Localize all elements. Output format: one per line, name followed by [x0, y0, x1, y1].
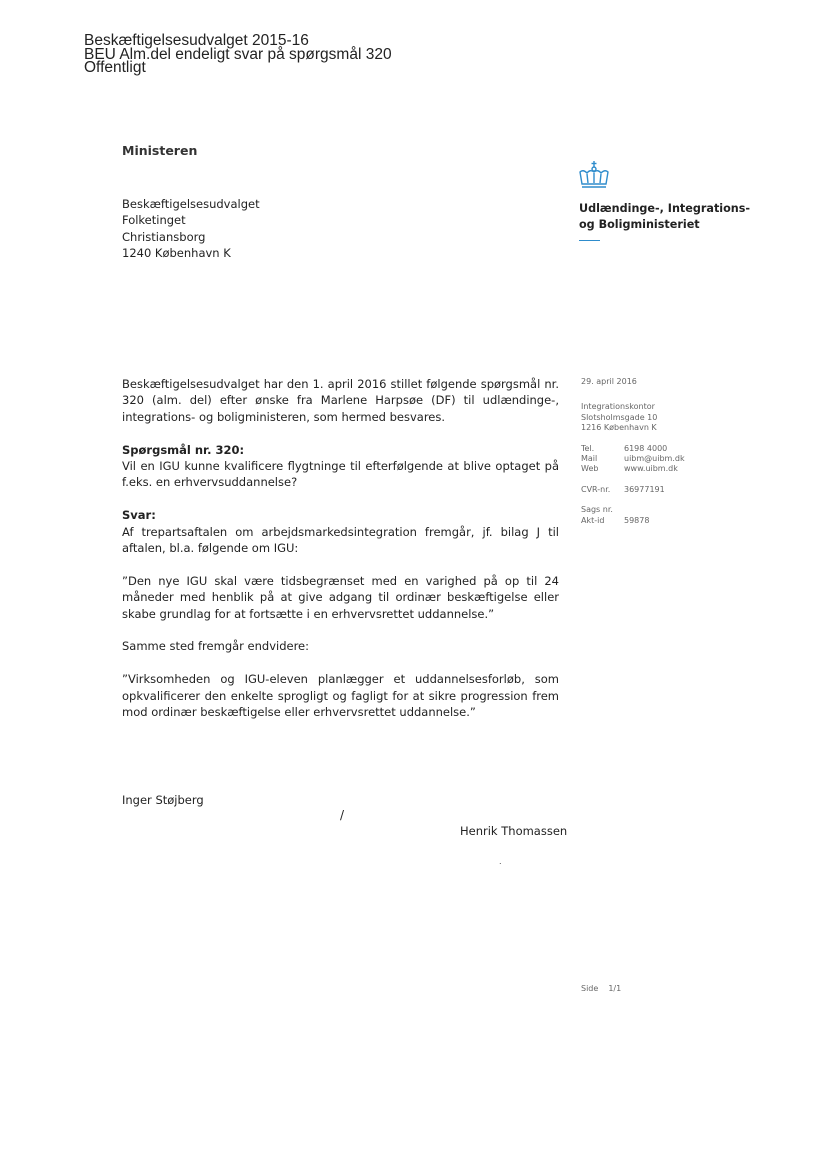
crown-logo-icon	[577, 160, 611, 190]
ministry-name	[579, 201, 750, 232]
recipient-line-building: Christiansborg	[122, 229, 206, 244]
header-stamp	[84, 34, 392, 75]
tel-value: 6198 4000	[624, 443, 668, 453]
office-city: 1216 København K	[581, 423, 657, 433]
page-label: Side	[581, 984, 599, 993]
tel-label: Tel.	[581, 443, 595, 453]
akt-value: 59878	[624, 515, 650, 525]
question-heading: Spørgsmål nr. 320:	[122, 442, 245, 457]
sags-label: Sags nr.	[581, 505, 613, 515]
header-line-reference: BEU Alm.del endeligt svar på spørgsmål 320	[84, 45, 392, 63]
letter-date: 29. april 2016	[581, 377, 637, 386]
mail-label: Mail	[581, 454, 598, 464]
signature-minister: Inger Støjberg	[122, 793, 204, 807]
recipient-line-city: 1240 København K	[122, 246, 231, 261]
ministry-name-line2: og Boligministeriet	[579, 217, 700, 231]
signature-separator: /	[340, 808, 345, 822]
office-name: Integrationskontor	[581, 402, 655, 412]
recipient-line-committee: Beskæftigelsesudvalget	[122, 197, 260, 211]
cvr-block	[581, 485, 685, 495]
office-address	[581, 402, 685, 433]
page-value: 1/1	[608, 984, 622, 993]
recipient-address	[122, 196, 260, 262]
contact-row-web	[581, 464, 685, 474]
contact-row-akt	[581, 516, 685, 526]
case-block	[581, 505, 685, 526]
quote-paragraph-2: ”Virksomheden og IGU-eleven planlægger et uddannelsesforløb, som opkvalificerer den enkelte sprogligt og fagligt for at sikre progression frem mod ordinær beskæftigelse eller erhvervsrettet uddannelse.”	[122, 672, 559, 720]
header-line-committee: Beskæftigelsesudvalget 2015-16	[84, 32, 309, 49]
letter-body	[122, 376, 559, 737]
intro-paragraph: Beskæftigelsesudvalget har den 1. april 2016 stillet følgende spørgsmål nr. 320 (alm. del) efter ønske fra Marlene Harpsøe (DF) til udlændinge-, integrations- og boligministeren, som hermed besvares.	[122, 377, 559, 424]
stray-dot: .	[499, 857, 502, 866]
contact-details	[581, 444, 685, 475]
contact-row-mail	[581, 454, 685, 464]
office-street: Slotsholmsgade 10	[581, 412, 658, 422]
ministry-name-line1: Udlændinge-, Integrations-	[579, 202, 751, 215]
same-place-paragraph: Samme sted fremgår endvidere:	[122, 639, 310, 654]
web-label: Web	[581, 464, 599, 474]
cvr-label: CVR-nr.	[581, 484, 611, 494]
akt-label: Akt-id	[581, 515, 605, 525]
question-text: Vil en IGU kunne kvalificere flygtninge til efterfølgende at blive optaget på f.eks. en erhvervsuddannelse?	[122, 459, 559, 490]
header-line-status: Offentligt	[84, 59, 146, 76]
contact-sidebar	[581, 377, 685, 536]
contact-row-tel	[581, 444, 685, 454]
page-number	[581, 984, 631, 993]
quote-paragraph-1: ”Den nye IGU skal være tidsbegrænset med en varighed på op til 24 måneder med henblik på at give adgang til ordinær beskæftigelse eller skabe grundlag for at fortsætte i en erhvervsrettet uddannelse.”	[122, 573, 559, 621]
web-value: www.uibm.dk	[624, 464, 678, 474]
ministry-accent-rule	[579, 240, 600, 241]
sender-title: Ministeren	[122, 143, 198, 158]
ministry-logo-block	[579, 160, 750, 241]
signature-official: Henrik Thomassen	[460, 824, 568, 838]
recipient-line-parliament: Folketinget	[122, 213, 186, 228]
answer-section	[122, 507, 559, 556]
answer-heading: Svar:	[122, 508, 156, 523]
question-section	[122, 442, 559, 491]
answer-text: Af trepartsaftalen om arbejdsmarkedsintegration fremgår, jf. bilag J til aftalen, bl.a. følgende om IGU:	[122, 524, 559, 556]
mail-value: uibm@uibm.dk	[624, 454, 685, 464]
contact-row-cvr	[581, 485, 685, 495]
cvr-value: 36977191	[624, 484, 665, 494]
contact-row-sags	[581, 505, 685, 515]
